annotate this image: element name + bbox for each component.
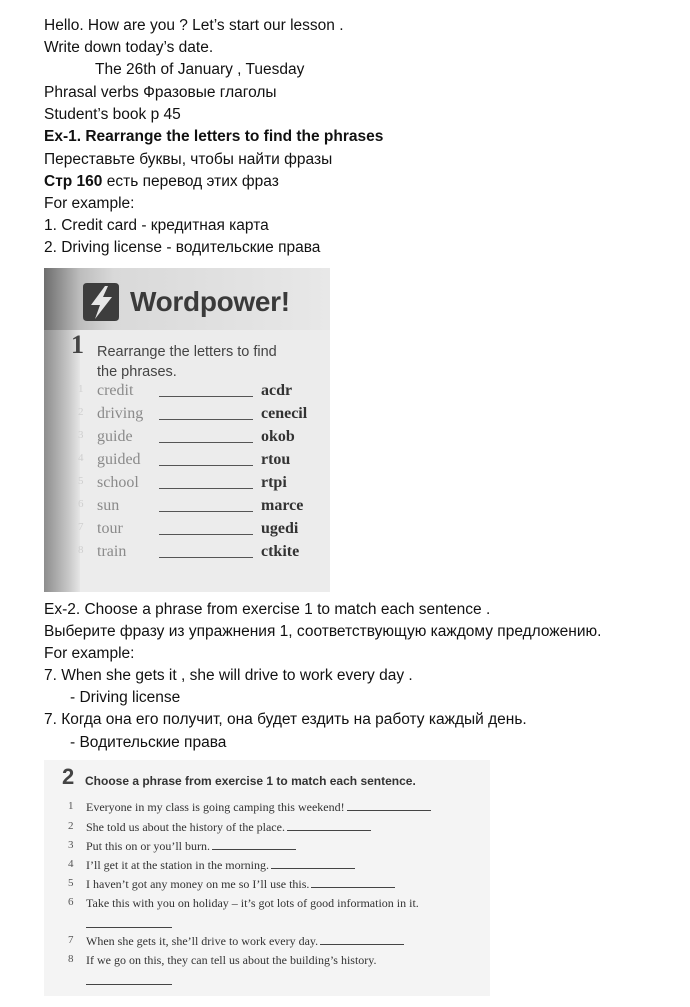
wordpower-exercise-number: 1 bbox=[71, 330, 84, 359]
wordpower-image bbox=[44, 268, 330, 592]
answer-blank bbox=[159, 511, 253, 512]
book-page-line: Student’s book p 45 bbox=[44, 106, 181, 123]
example-1: 1. Credit card - кредитная карта bbox=[44, 217, 269, 234]
example-sentence-russian: 7. Когда она его получит, она будет ездить на работу каждый день. bbox=[44, 711, 527, 728]
exercise2-number: 2 bbox=[62, 764, 75, 789]
item-number: 1 bbox=[68, 800, 74, 812]
row-anagram: ctkite bbox=[261, 543, 300, 560]
answer-blank bbox=[311, 877, 395, 888]
item-text: When she gets it, she’ll drive to work every day. bbox=[86, 934, 319, 948]
answer-blank bbox=[159, 396, 253, 397]
row-number: 2 bbox=[78, 406, 84, 418]
example-2: 2. Driving license - водительские права bbox=[44, 239, 321, 256]
translation-text: есть перевод этих фраз bbox=[102, 173, 279, 190]
row-number: 4 bbox=[78, 452, 84, 464]
row-word: driving bbox=[97, 405, 144, 422]
row-anagram: okob bbox=[261, 428, 295, 445]
answer-blank bbox=[159, 557, 253, 558]
topic-line: Phrasal verbs Фразовые глаголы bbox=[44, 84, 277, 101]
wordpower-header bbox=[44, 268, 330, 330]
item-text: I haven’t got any money on me so I’ll use this. bbox=[86, 877, 310, 891]
row-word: tour bbox=[97, 520, 123, 537]
example-sentence: 7. When she gets it , she will drive to work every day . bbox=[44, 667, 413, 684]
answer-blank bbox=[212, 839, 296, 850]
row-anagram: ugedi bbox=[261, 520, 299, 537]
exercise2-item bbox=[44, 820, 490, 838]
answer-blank bbox=[271, 858, 355, 869]
answer-blank bbox=[320, 934, 404, 945]
date-line: The 26th of January , Tuesday bbox=[95, 61, 305, 78]
item-text: She told us about the history of the place. bbox=[86, 820, 285, 834]
wordpower-row bbox=[44, 497, 330, 519]
answer-blank bbox=[86, 927, 172, 928]
wordpower-row bbox=[44, 382, 330, 404]
row-anagram: cenecil bbox=[261, 405, 308, 422]
exercise2-image bbox=[44, 760, 490, 996]
answer-blank bbox=[347, 800, 431, 811]
item-text: Put this on or you’ll burn. bbox=[86, 839, 211, 853]
wordpower-instruction bbox=[97, 342, 317, 382]
item-number: 7 bbox=[68, 934, 74, 946]
row-word: guide bbox=[97, 428, 133, 445]
item-number: 8 bbox=[68, 953, 74, 965]
row-word: guided bbox=[97, 451, 141, 468]
translation-note bbox=[44, 172, 279, 192]
row-word: credit bbox=[97, 382, 134, 399]
row-anagram: acdr bbox=[261, 382, 293, 399]
exercise2-title: Ex-2. Choose a phrase from exercise 1 to match each sentence . bbox=[44, 601, 491, 618]
answer-blank bbox=[159, 442, 253, 443]
answer-blank bbox=[159, 465, 253, 466]
exercise1-russian: Переставьте буквы, чтобы найти фразы bbox=[44, 151, 333, 168]
item-number: 5 bbox=[68, 877, 74, 889]
item-text: Everyone in my class is going camping this weekend! bbox=[86, 800, 345, 814]
row-word: sun bbox=[97, 497, 120, 514]
row-number: 8 bbox=[78, 544, 84, 556]
item-number: 4 bbox=[68, 858, 74, 870]
example-answer-russian: - Водительские права bbox=[70, 734, 227, 751]
item-number: 3 bbox=[68, 839, 74, 851]
exercise2-item bbox=[44, 934, 490, 952]
row-number: 6 bbox=[78, 498, 84, 510]
example-label-2: For example: bbox=[44, 645, 135, 662]
instruction-line-1: Rearrange the letters to find bbox=[97, 344, 277, 360]
item-number: 6 bbox=[68, 896, 74, 908]
answer-blank bbox=[159, 488, 253, 489]
row-number: 5 bbox=[78, 475, 84, 487]
wordpower-row bbox=[44, 520, 330, 542]
date-instruction-line: Write down today’s date. bbox=[44, 39, 214, 56]
example-answer: - Driving license bbox=[70, 689, 181, 706]
row-anagram: rtpi bbox=[261, 474, 287, 491]
exercise1-title: Ex-1. Rearrange the letters to find the phrases bbox=[44, 128, 384, 145]
row-word: train bbox=[97, 543, 127, 560]
example-label-1: For example: bbox=[44, 195, 135, 212]
exercise2-item bbox=[44, 858, 490, 876]
item-text: I’ll get it at the station in the morning. bbox=[86, 858, 269, 872]
answer-blank bbox=[159, 534, 253, 535]
wordpower-row bbox=[44, 474, 330, 496]
item-number: 2 bbox=[68, 820, 74, 832]
exercise2-item bbox=[44, 953, 490, 971]
row-number: 3 bbox=[78, 429, 84, 441]
row-anagram: rtou bbox=[261, 451, 291, 468]
wordpower-row bbox=[44, 428, 330, 450]
lightning-icon bbox=[81, 281, 121, 323]
instruction-line-2: the phrases. bbox=[97, 364, 177, 380]
greeting-line: Hello. How are you ? Let’s start our lesson . bbox=[44, 17, 344, 34]
exercise2-item bbox=[44, 896, 490, 914]
row-word: school bbox=[97, 474, 139, 491]
wordpower-row bbox=[44, 543, 330, 565]
exercise2-item bbox=[44, 877, 490, 895]
exercise2-item bbox=[44, 800, 490, 818]
answer-blank bbox=[159, 419, 253, 420]
row-number: 1 bbox=[78, 383, 84, 395]
answer-blank bbox=[86, 984, 172, 985]
row-anagram: marce bbox=[261, 497, 304, 514]
answer-blank bbox=[287, 820, 371, 831]
wordpower-row bbox=[44, 451, 330, 473]
exercise2-item bbox=[44, 839, 490, 857]
row-number: 7 bbox=[78, 521, 84, 533]
item-text: Take this with you on holiday – it’s got lots of good information in it. bbox=[86, 896, 419, 910]
exercise2-russian: Выберите фразу из упражнения 1, соответствующую каждому предложению. bbox=[44, 623, 602, 640]
wordpower-row bbox=[44, 405, 330, 427]
wordpower-title: Wordpower! bbox=[130, 286, 290, 317]
exercise2-heading: Choose a phrase from exercise 1 to match each sentence. bbox=[85, 774, 416, 788]
translation-page: Стр 160 bbox=[44, 173, 103, 190]
item-text: If we go on this, they can tell us about the building’s history. bbox=[86, 953, 377, 967]
